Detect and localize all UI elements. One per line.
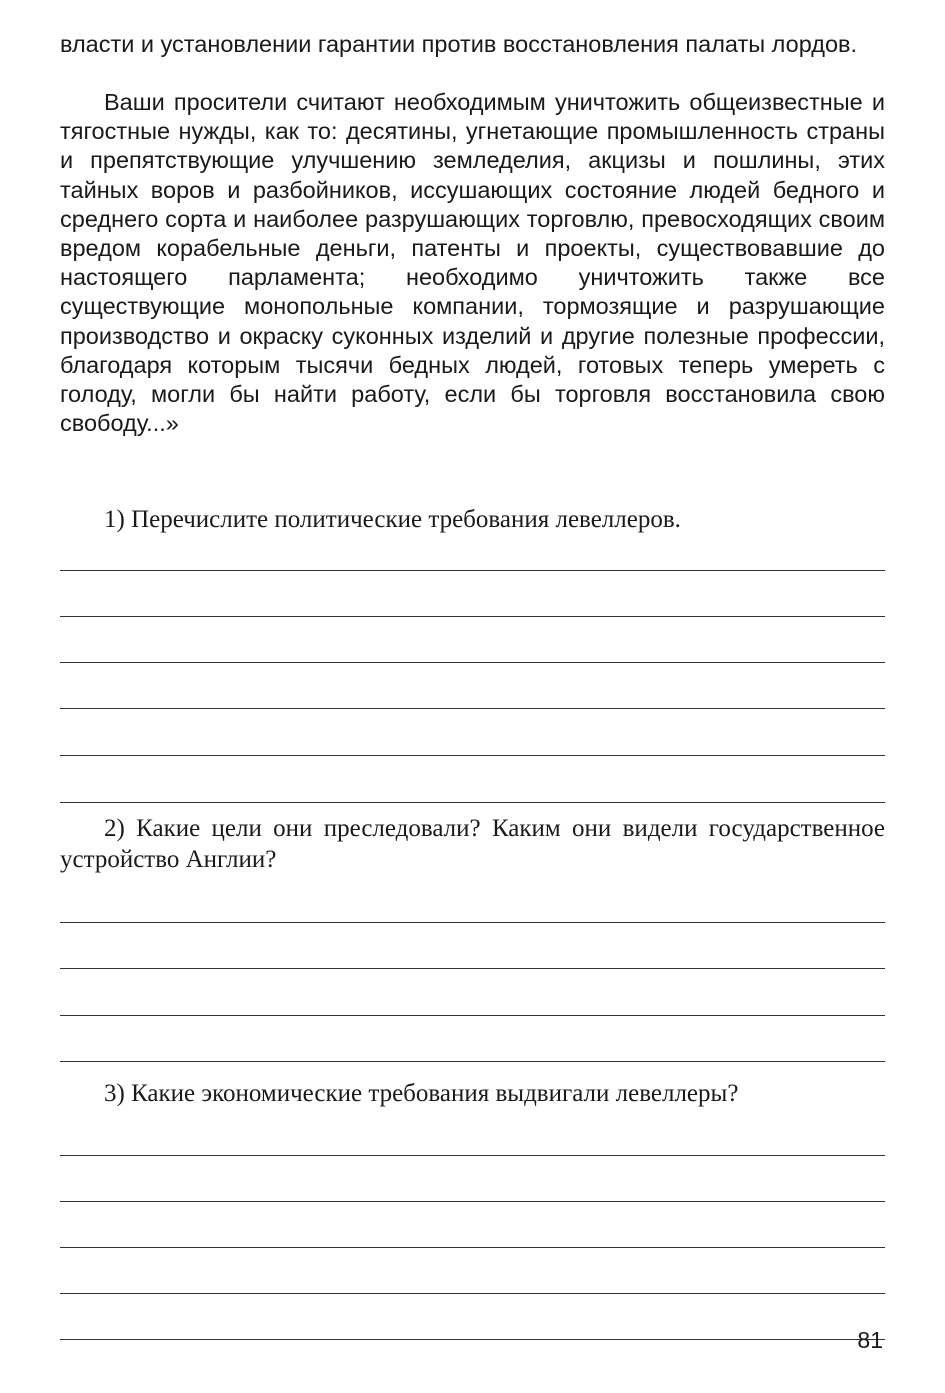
answer-line[interactable] bbox=[60, 1247, 885, 1248]
answer-line[interactable] bbox=[60, 968, 885, 969]
answer-line[interactable] bbox=[60, 1061, 885, 1062]
answer-line[interactable] bbox=[60, 1155, 885, 1156]
answer-line[interactable] bbox=[60, 1015, 885, 1016]
answer-line[interactable] bbox=[60, 1293, 885, 1294]
question-1: 1) Перечислите политические требования левеллеров. bbox=[104, 506, 681, 533]
answer-line[interactable] bbox=[60, 1201, 885, 1202]
document-page bbox=[60, 30, 885, 1340]
answer-line[interactable] bbox=[60, 662, 885, 663]
question-2: 2) Какие цели они преследовали? Каким они видели государственное устройство Англии? bbox=[60, 815, 885, 873]
page-number: 81 bbox=[857, 1327, 883, 1353]
answer-line[interactable] bbox=[60, 922, 885, 923]
answer-line[interactable] bbox=[60, 708, 885, 709]
answer-lines-2 bbox=[60, 922, 885, 1062]
answer-lines-3 bbox=[60, 1155, 885, 1340]
answer-lines-1 bbox=[60, 570, 885, 803]
answer-line[interactable] bbox=[60, 570, 885, 571]
answer-line[interactable] bbox=[60, 1339, 885, 1340]
answer-line[interactable] bbox=[60, 616, 885, 617]
answer-line[interactable] bbox=[60, 755, 885, 756]
answer-line[interactable] bbox=[60, 802, 885, 803]
question-3: 3) Какие экономические требования выдвигали левеллеры? bbox=[104, 1080, 739, 1107]
paragraph-main: Ваши просители считают необходимым уничтожить общеизвестные и тягостные нужды, как то: десятины, угнетающие промышленность страны и препятствующие улучшению земледелия, акцизы и пошлины, этих тайных воров и разбойников, иссушающих состояние людей бедного и среднего сорта и наиболее разрушающих торговлю, превосходящих своим вредом корабельные деньги, патенты и проекты, существовавшие до настоящего парламента; необходимо уничтожить также все существующие монопольные компании, тормозящие и разрушающие производство и окраску суконных изделий и другие полезные профессии, благодаря которым тысячи бедных людей, готовых теперь умереть с голоду, могли бы найти работу, если бы торговля восстановила свою свободу...» bbox=[60, 89, 885, 437]
paragraph-continuation: власти и установлении гарантии против восстановления палаты лордов. bbox=[60, 31, 858, 57]
